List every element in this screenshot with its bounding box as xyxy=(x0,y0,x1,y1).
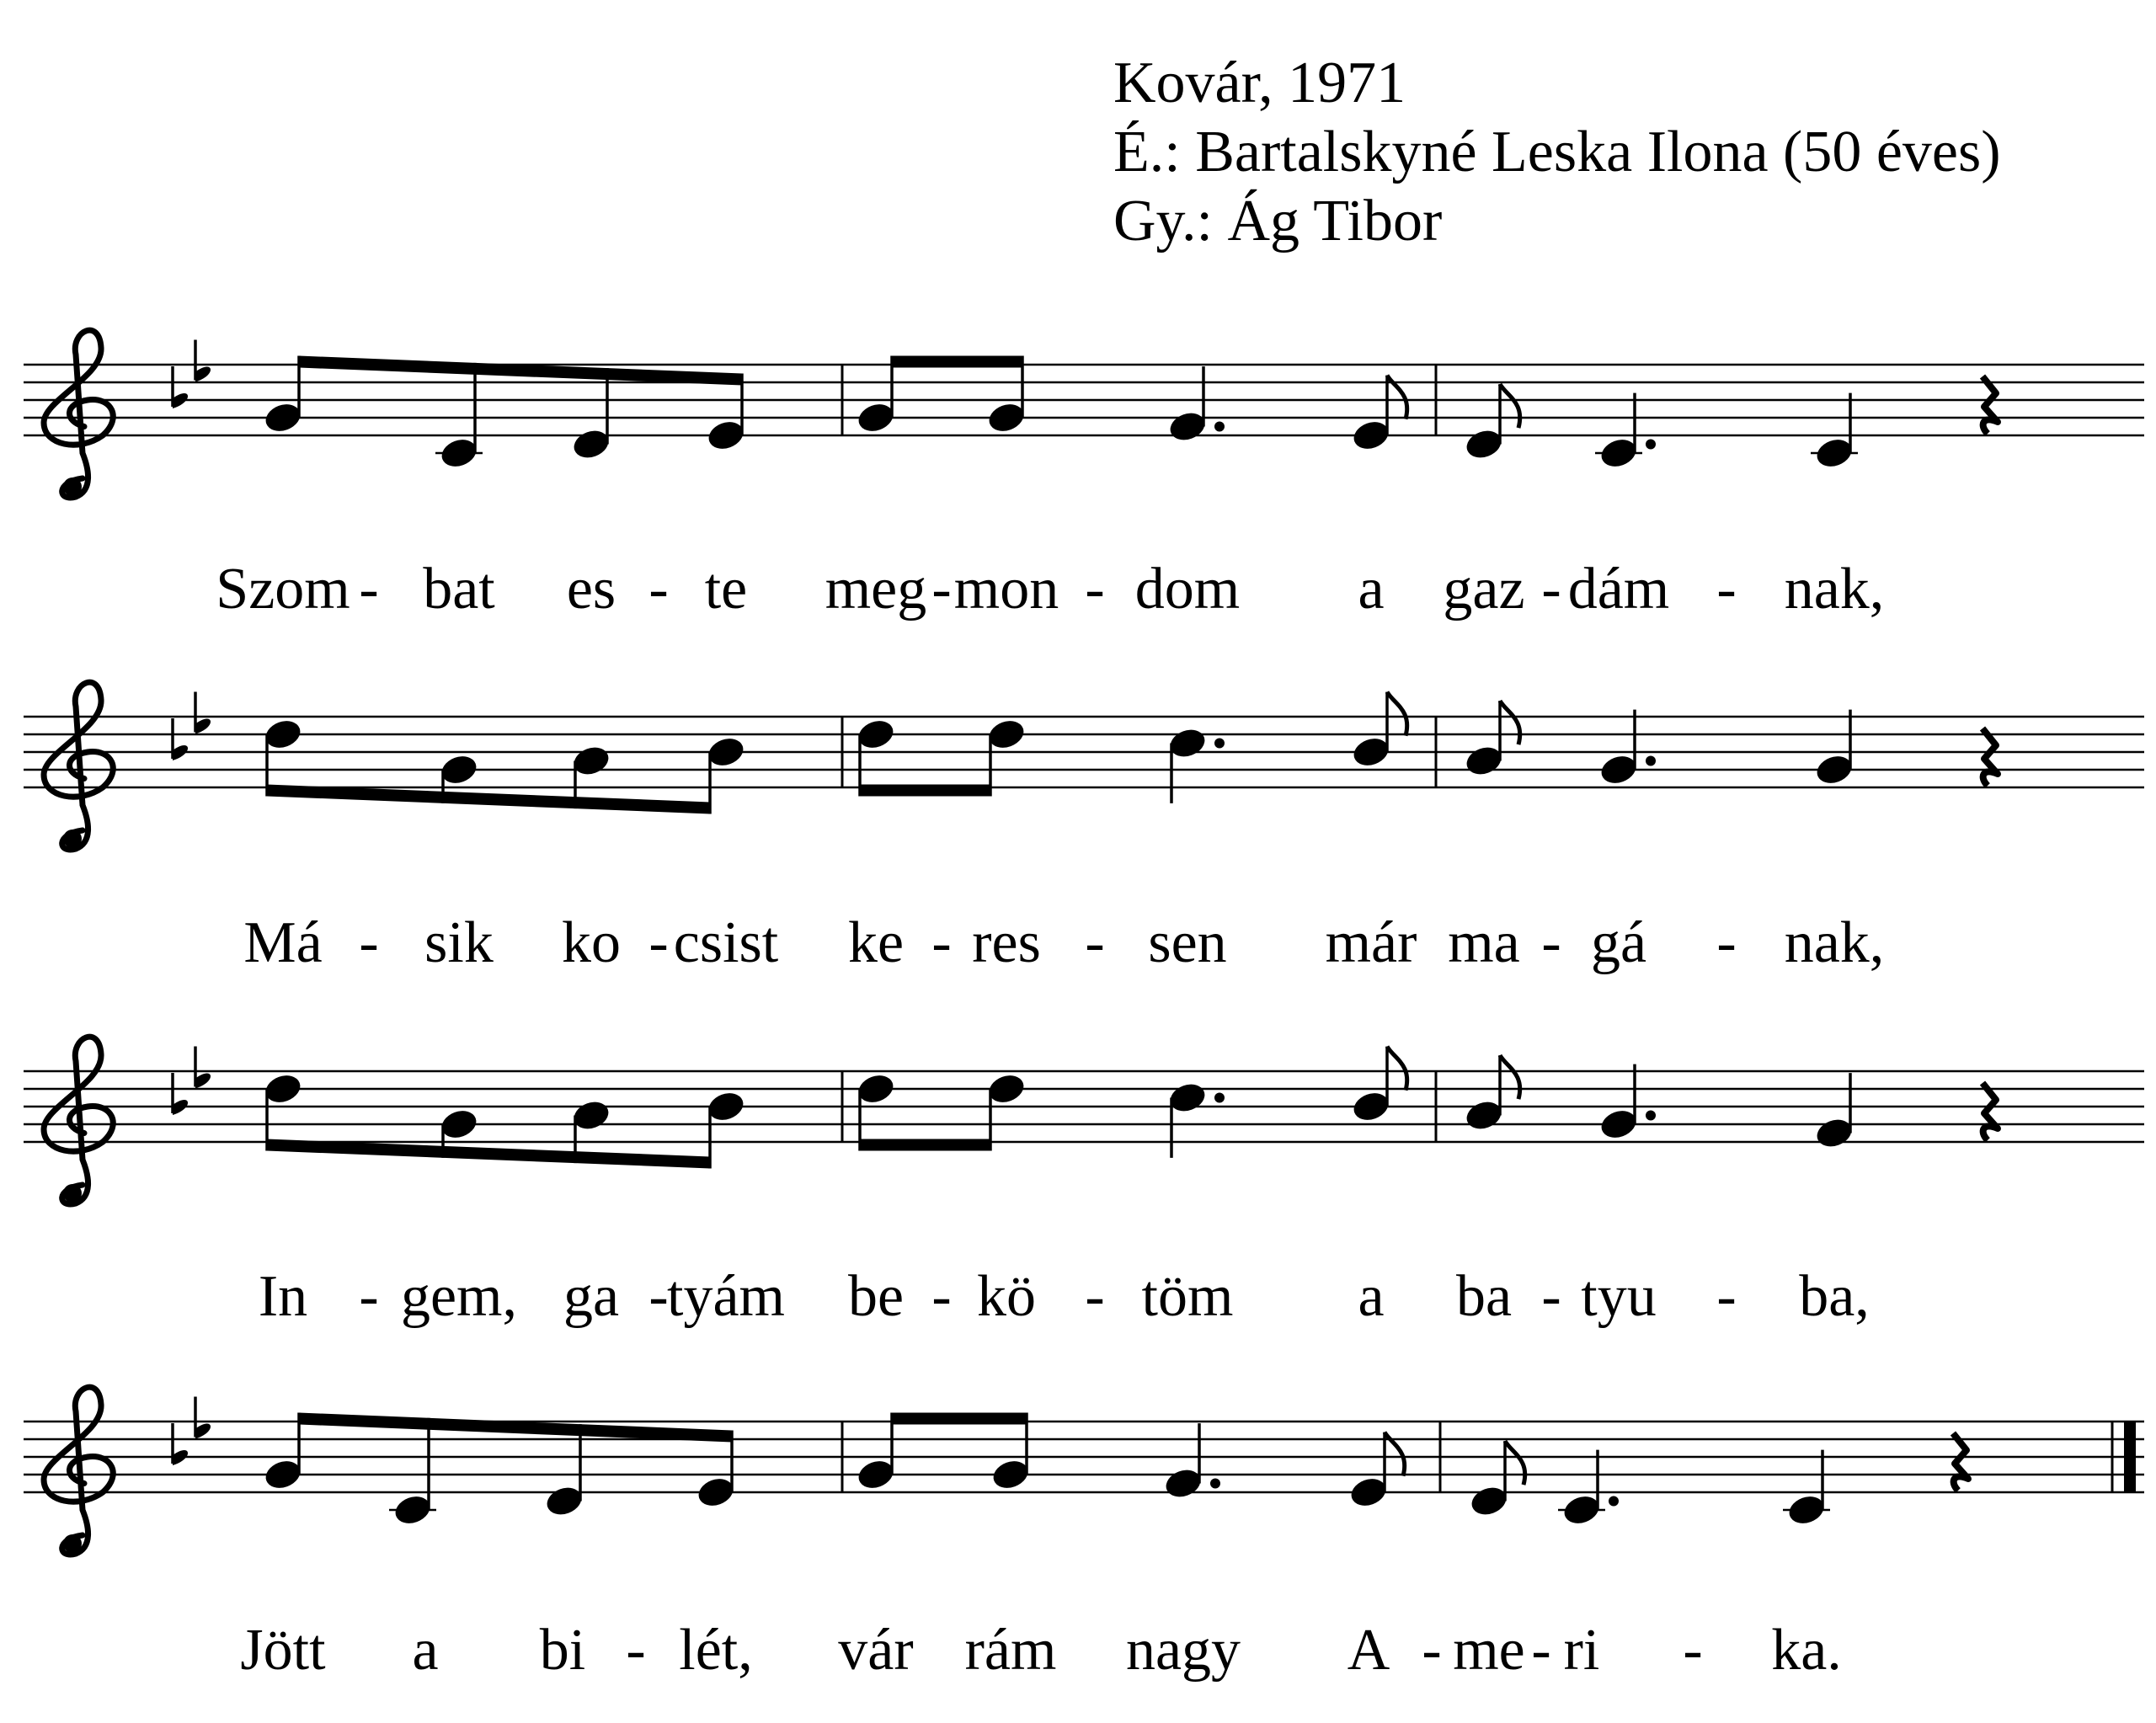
lyric-hyphen: - xyxy=(1085,557,1105,621)
beam xyxy=(299,1413,732,1443)
lyric-syllable: tyám xyxy=(667,1264,785,1329)
lyric-hyphen: - xyxy=(1085,910,1105,975)
lyric-hyphen: - xyxy=(359,910,379,975)
lyric-hyphen: - xyxy=(359,557,379,621)
augmentation-dot xyxy=(1214,422,1225,432)
beam xyxy=(860,1139,990,1151)
flat-b-icon xyxy=(173,1450,188,1465)
lyric-syllable: sen xyxy=(1148,910,1227,975)
treble-clef-icon xyxy=(44,1387,113,1555)
augmentation-dot xyxy=(1646,756,1656,766)
lyric-syllable: sik xyxy=(424,910,494,975)
lyric-hyphen: - xyxy=(626,1618,646,1683)
note-flag xyxy=(1500,1055,1520,1099)
quarter-rest-icon xyxy=(1983,376,1998,434)
lyric-syllable: csist xyxy=(673,910,779,975)
lyric-hyphen: - xyxy=(931,1264,952,1329)
lyric-syllable: Má xyxy=(243,910,323,975)
treble-clef-dot xyxy=(63,477,82,496)
lyric-syllable: ke xyxy=(847,910,905,975)
beam xyxy=(299,356,742,386)
treble-clef-icon xyxy=(44,1037,113,1204)
lyric-hyphen: - xyxy=(1531,1618,1551,1683)
lyric-hyphen: - xyxy=(1422,1618,1442,1683)
lyric-syllable: lét, xyxy=(679,1618,753,1683)
flat-b-icon xyxy=(173,745,188,760)
lyric-syllable: gem, xyxy=(400,1264,518,1329)
lyric-syllable: rám xyxy=(964,1618,1057,1683)
lyric-syllable: me xyxy=(1453,1618,1525,1683)
lyric-syllable: ga xyxy=(563,1264,620,1329)
lyric-syllable: nak, xyxy=(1784,910,1885,975)
note-flag xyxy=(1500,701,1520,744)
quarter-rest-icon xyxy=(1983,728,1998,786)
lyric-hyphen: - xyxy=(931,557,952,621)
quarter-rest-icon xyxy=(1953,1433,1968,1491)
treble-clef-dot xyxy=(63,1184,82,1203)
lyric-hyphen: - xyxy=(359,1264,379,1329)
lyric-hyphen: - xyxy=(1085,1264,1105,1329)
lyric-syllable: mon xyxy=(953,557,1059,621)
lyric-syllable: meg xyxy=(825,557,927,621)
collector: Gy.: Ág Tibor xyxy=(1113,189,1443,253)
lyric-syllable: nak, xyxy=(1784,557,1885,621)
lyric-syllable: ba xyxy=(1455,1264,1513,1329)
quarter-rest-icon xyxy=(1983,1083,1998,1140)
lyric-syllable: dám xyxy=(1567,557,1670,621)
flat-e-icon xyxy=(195,718,211,733)
lyric-syllable: gaz xyxy=(1443,557,1525,621)
lyric-syllable: töm xyxy=(1141,1264,1234,1329)
augmentation-dot xyxy=(1646,440,1656,450)
lyric-syllable: Jött xyxy=(240,1618,326,1683)
treble-clef-icon xyxy=(44,682,113,850)
treble-clef-dot xyxy=(63,1534,82,1553)
performer: É.: Bartalskyné Leska Ilona (50 éves) xyxy=(1113,120,2001,184)
beam xyxy=(860,785,990,797)
lyric-syllable: tyu xyxy=(1581,1264,1657,1329)
lyric-syllable: bat xyxy=(423,557,495,621)
augmentation-dot xyxy=(1609,1496,1619,1507)
lyric-syllable: ko xyxy=(562,910,621,975)
staff-system xyxy=(24,682,2144,975)
augmentation-dot xyxy=(1210,1479,1220,1489)
augmentation-dot xyxy=(1214,1093,1225,1103)
lyric-syllable: ri xyxy=(1563,1618,1600,1683)
lyric-hyphen: - xyxy=(648,557,669,621)
note-flag xyxy=(1387,692,1407,736)
lyric-syllable: a xyxy=(1358,557,1385,621)
lyric-syllable: vár xyxy=(838,1618,914,1683)
augmentation-dot xyxy=(1214,739,1225,749)
beam xyxy=(267,785,710,814)
augmentation-dot xyxy=(1646,1111,1656,1121)
lyric-hyphen: - xyxy=(931,910,952,975)
lyric-syllable: dom xyxy=(1134,557,1241,621)
lyric-hyphen: - xyxy=(1541,910,1561,975)
flat-e-icon xyxy=(195,366,211,381)
lyric-hyphen: - xyxy=(1541,1264,1561,1329)
lyric-hyphen: - xyxy=(1716,557,1737,621)
lyric-syllable: gá xyxy=(1590,910,1647,975)
staff-system xyxy=(24,330,2144,621)
lyric-hyphen: - xyxy=(648,1264,669,1329)
lyric-syllable: a xyxy=(412,1618,439,1683)
lyric-syllable: ma xyxy=(1448,910,1520,975)
lyric-syllable: be xyxy=(847,1264,905,1329)
lyric-hyphen: - xyxy=(1541,557,1561,621)
staff-system xyxy=(24,1387,2144,1683)
lyric-hyphen: - xyxy=(1716,1264,1737,1329)
lyric-syllable: nagy xyxy=(1125,1618,1241,1683)
lyric-syllable: bi xyxy=(539,1618,586,1683)
lyric-syllable: A xyxy=(1347,1618,1390,1683)
note-flag xyxy=(1387,1047,1407,1091)
treble-clef-icon xyxy=(44,330,113,498)
lyric-hyphen: - xyxy=(1683,1618,1703,1683)
beam xyxy=(267,1139,710,1169)
note-flag xyxy=(1500,384,1520,428)
final-barline-thick xyxy=(2124,1422,2136,1492)
beam xyxy=(892,356,1022,368)
lyric-hyphen: - xyxy=(648,910,669,975)
flat-b-icon xyxy=(173,393,188,408)
lyric-syllable: Szom xyxy=(216,557,350,621)
lyric-syllable: te xyxy=(704,557,748,621)
note-flag xyxy=(1505,1441,1525,1485)
lyric-syllable: res xyxy=(972,910,1041,975)
lyric-syllable: ka. xyxy=(1771,1618,1842,1683)
lyric-syllable: a xyxy=(1358,1264,1385,1329)
beam xyxy=(892,1413,1027,1425)
place-year: Kovár, 1971 xyxy=(1113,51,1406,115)
lyric-hyphen: - xyxy=(1716,910,1737,975)
lyric-syllable: es xyxy=(566,557,616,621)
lyric-syllable: kö xyxy=(977,1264,1036,1329)
staff-system xyxy=(24,1037,2144,1329)
flat-e-icon xyxy=(195,1423,211,1438)
flat-e-icon xyxy=(195,1073,211,1088)
lyric-syllable: ba, xyxy=(1799,1264,1870,1329)
lyric-syllable: In xyxy=(258,1264,308,1329)
treble-clef-dot xyxy=(63,829,82,848)
flat-b-icon xyxy=(173,1100,188,1115)
lyric-syllable: már xyxy=(1325,910,1417,975)
